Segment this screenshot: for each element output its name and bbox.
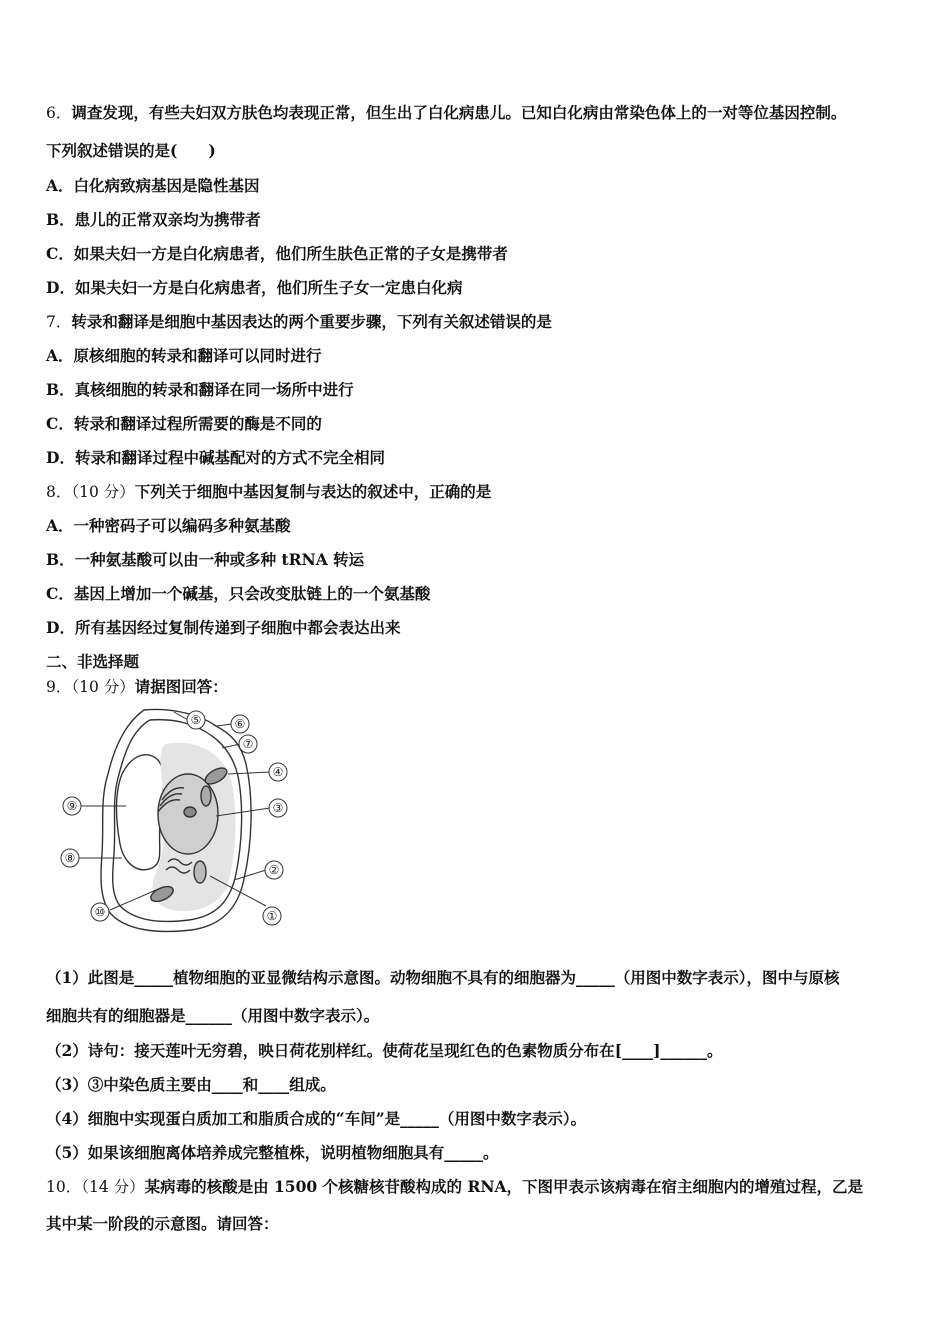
q8-stem: 8．（10 分）下列关于细胞中基因复制与表达的叙述中，正确的是: [46, 482, 492, 501]
q7-option-c: C．转录和翻译过程所需要的酶是不同的: [46, 414, 322, 433]
q8-option-d: D．所有基因经过复制传递到子细胞中都会表达出来: [46, 618, 401, 637]
q6-stem-line2: 下列叙述错误的是( ): [46, 141, 216, 160]
q10-number: 10．（14 分）: [46, 1178, 145, 1196]
q8-option-b: B．一种氨基酸可以由一种或多种 tRNA 转运: [46, 550, 365, 569]
label-4: ④: [272, 765, 284, 779]
label-3: ③: [272, 801, 284, 815]
section-heading: 二、非选择题: [46, 652, 140, 671]
mitochondrion: [194, 861, 206, 883]
q10-stem-line2: 其中某一阶段的示意图。请回答：: [46, 1214, 279, 1233]
q7-option-b: B．真核细胞的转录和翻译在同一场所中进行: [46, 380, 354, 399]
q9-sub4: （4）细胞中实现蛋白质加工和脂质合成的“车间”是_____（用图中数字表示）。: [46, 1109, 587, 1128]
q9-stem: 9．（10 分）请据图回答：: [46, 677, 228, 696]
label-10: ⑩: [94, 905, 106, 919]
label-7: ⑦: [242, 737, 254, 751]
label-6: ⑥: [234, 717, 246, 731]
q9-sub1-line2: 细胞共有的细胞器是______（用图中数字表示）。: [46, 1006, 380, 1025]
q6-option-c: C．如果夫妇一方是白化病患者，他们所生肤色正常的子女是携带者: [46, 244, 508, 263]
q7-option-a: A．原核细胞的转录和翻译可以同时进行: [46, 346, 322, 365]
q6-option-d: D．如果夫妇一方是白化病患者，他们所生子女一定患白化病: [46, 278, 463, 297]
q8-number: 8．（10 分）: [46, 483, 135, 501]
label-5: ⑤: [190, 713, 202, 727]
q9-number: 9．（10 分）: [46, 678, 135, 696]
q9-sub5: （5）如果该细胞离体培养成完整植株，说明植物细胞具有_____。: [46, 1143, 499, 1162]
q10-stem-line1: 10．（14 分）某病毒的核酸是由 1500 个核糖核苷酸构成的 RNA，下图甲表示该病毒在宿主细胞内的增殖过程，乙是: [46, 1177, 864, 1196]
label-1: ①: [266, 909, 278, 923]
label-2: ②: [268, 863, 280, 877]
nucleolus: [184, 807, 196, 817]
label-9: ⑨: [66, 799, 78, 813]
q6-option-a: A．白化病致病基因是隐性基因: [46, 176, 260, 195]
q9-sub3: （3）③中染色质主要由____和____组成。: [46, 1075, 336, 1094]
label-8: ⑧: [64, 851, 76, 865]
q9-sub1-line1: （1）此图是_____植物细胞的亚显微结构示意图。动物细胞不具有的细胞器为_____（用图中数字表示），图中与原核: [46, 968, 840, 987]
q7-stem: 7．转录和翻译是细胞中基因表达的两个重要步骤，下列有关叙述错误的是: [46, 312, 552, 331]
q8-option-a: A．一种密码子可以编码多种氨基酸: [46, 516, 291, 535]
q6-number: 6．: [46, 104, 72, 122]
q7-option-d: D．转录和翻译过程中碱基配对的方式不完全相同: [46, 448, 385, 467]
plant-cell-diagram: [56, 704, 306, 940]
q6-stem-line1: 6．调查发现，有些夫妇双方肤色均表现正常，但生出了白化病患儿。已知白化病由常染色体上的一对等位基因控制。: [46, 103, 847, 122]
q9-sub2: （2）诗句：接天莲叶无穷碧，映日荷花别样红。使荷花呈现红色的色素物质分布在[____]______。: [46, 1041, 723, 1060]
q6-option-b: B．患儿的正常双亲均为携带者: [46, 210, 261, 229]
vacuole: [117, 755, 164, 870]
q8-option-c: C．基因上增加一个碱基，只会改变肽链上的一个氨基酸: [46, 584, 431, 603]
q7-number: 7．: [46, 313, 72, 331]
